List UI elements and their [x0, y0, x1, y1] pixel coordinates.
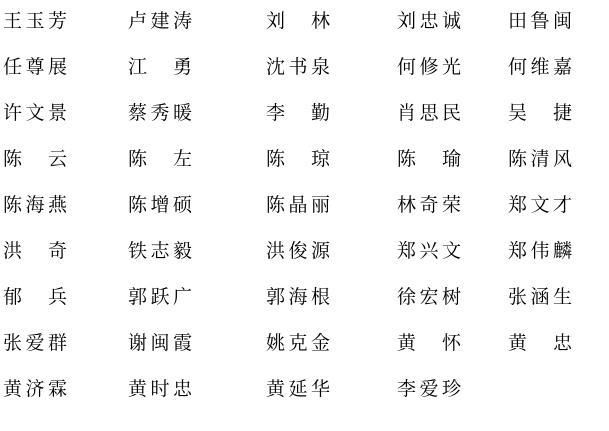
name-cell: 黄 忠 [508, 333, 576, 354]
name-cell: 郑伟麟 [508, 241, 576, 262]
name-cell: 黄延华 [266, 379, 334, 400]
name-cell: 洪俊源 [266, 241, 334, 262]
name-cell: 肖思民 [397, 103, 465, 124]
name-cell: 王玉芳 [3, 11, 71, 32]
name-cell: 徐宏树 [397, 287, 465, 308]
name-cell: 蔡秀暖 [128, 103, 196, 124]
name-cell: 吴 捷 [508, 103, 576, 124]
name-cell: 陈 云 [3, 149, 71, 170]
name-cell: 陈增硕 [128, 195, 196, 216]
name-cell: 刘 林 [266, 11, 334, 32]
name-cell: 陈 左 [128, 149, 196, 170]
name-cell: 洪 奇 [3, 241, 71, 262]
name-cell: 任尊展 [3, 57, 71, 78]
name-cell: 郑兴文 [397, 241, 465, 262]
name-cell [508, 379, 609, 425]
name-cell: 江 勇 [128, 57, 196, 78]
name-cell: 黄时忠 [128, 379, 196, 400]
name-cell: 沈书泉 [266, 57, 334, 78]
name-cell: 许文景 [3, 103, 71, 124]
name-cell: 张爱群 [3, 333, 71, 354]
name-cell: 黄 怀 [397, 333, 465, 354]
name-cell: 郑文才 [508, 195, 576, 216]
name-cell: 郁 兵 [3, 287, 71, 308]
name-cell: 陈清风 [508, 149, 576, 170]
name-cell: 张涵生 [508, 287, 576, 308]
name-cell: 卢建涛 [128, 11, 196, 32]
name-cell: 郭跃广 [128, 287, 196, 308]
name-cell: 何维嘉 [508, 57, 576, 78]
name-cell: 姚克金 [266, 333, 334, 354]
name-cell: 刘忠诚 [397, 11, 465, 32]
name-cell: 田鲁闽 [508, 11, 576, 32]
name-cell: 铁志毅 [128, 241, 196, 262]
name-cell: 陈 瑜 [397, 149, 465, 170]
name-cell: 陈海燕 [3, 195, 71, 216]
name-cell: 郭海根 [266, 287, 334, 308]
name-cell: 陈晶丽 [266, 195, 334, 216]
name-cell: 谢闽霞 [128, 333, 196, 354]
name-cell: 何修光 [397, 57, 465, 78]
name-cell: 陈 琼 [266, 149, 334, 170]
name-cell: 林奇荣 [397, 195, 465, 216]
name-cell: 李 勤 [266, 103, 334, 124]
name-cell: 李爱珍 [397, 379, 465, 400]
name-cell: 黄济霖 [3, 379, 71, 400]
